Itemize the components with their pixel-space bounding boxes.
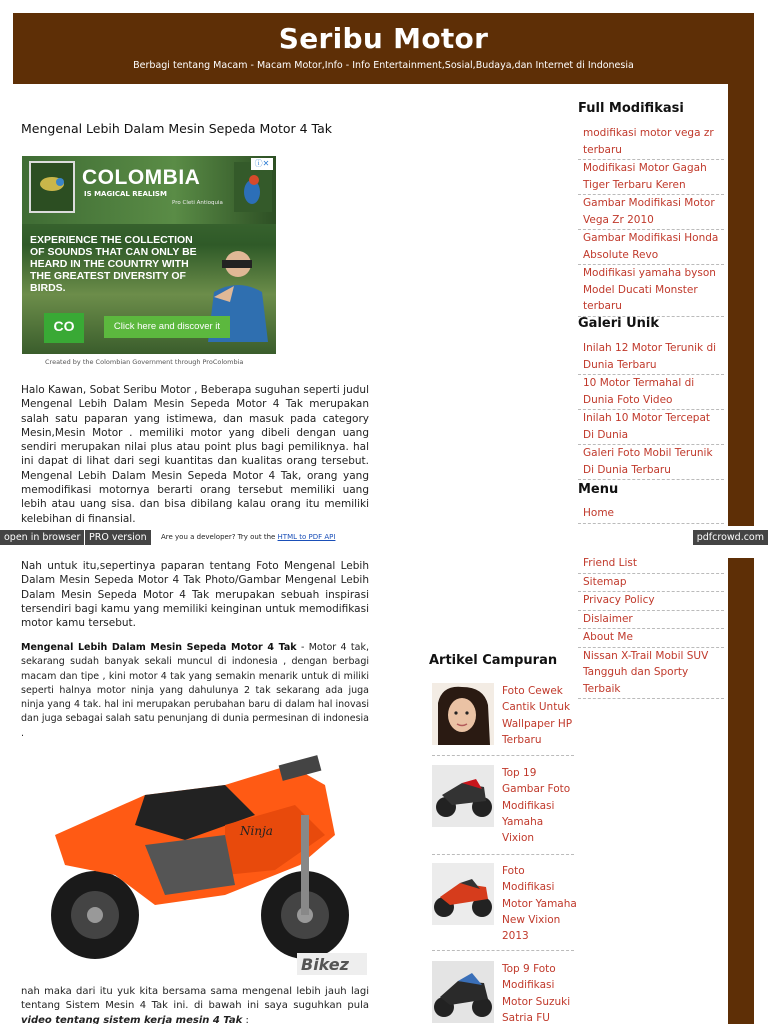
image-watermark: Bikez — [301, 955, 349, 974]
artikel-thumbnail[interactable] — [432, 765, 494, 827]
artikel-thumbnail[interactable] — [432, 863, 494, 925]
artikel-item[interactable] — [432, 765, 574, 855]
full-mod-item[interactable]: Gambar Modifikasi Honda Absolute Revo — [578, 230, 724, 265]
pdfcrowd-brand[interactable]: pdfcrowd.com — [693, 530, 768, 545]
post-paragraph-2: Nah untuk itu,sepertinya paparan tentang Foto Mengenal Lebih Dalam Mesin Sepeda Motor 4 Tak Photo/Gambar Mengenal Lebih Dalam Mesin Sepeda Motor 4 Tak merupakan sebuah inspirasi tersendiri bagi kamu yang memiliki keinginan untuk memodifikasi motor kamu tersebut. — [21, 560, 369, 630]
pro-version-button[interactable]: PRO version — [85, 530, 151, 545]
galeri-unik-list — [578, 340, 724, 480]
motorcycle-image — [25, 745, 370, 977]
ad-cta-button[interactable]: Click here and discover it — [104, 316, 230, 338]
post-paragraph-3 — [21, 641, 369, 741]
site-header — [13, 13, 754, 84]
site-title[interactable]: Seribu Motor — [278, 22, 489, 55]
full-mod-item[interactable]: Modifikasi yamaha byson Model Ducati Monster terbaru — [578, 265, 724, 317]
html-to-pdf-link[interactable]: HTML to PDF API — [277, 533, 336, 541]
galeri-item[interactable]: Inilah 10 Motor Tercepat Di Dunia — [578, 410, 724, 445]
menu-list-bottom — [578, 555, 724, 699]
post-title[interactable]: Mengenal Lebih Dalam Mesin Sepeda Motor 4 Tak — [21, 121, 333, 136]
ad-credit: Created by the Colombian Government through ProColombia — [45, 358, 244, 366]
menu-item-sitemap[interactable]: Sitemap — [578, 574, 724, 593]
full-modifikasi-heading: Full Modifikasi — [578, 101, 684, 116]
svg-text:Ninja: Ninja — [240, 824, 273, 838]
artikel-thumbnail[interactable] — [432, 683, 494, 745]
galeri-item[interactable]: 10 Motor Termahal di Dunia Foto Video — [578, 375, 724, 410]
post-keyword: Mengenal Lebih Dalam Mesin Sepeda Motor 4 Tak — [21, 642, 297, 653]
right-border-bottom — [728, 558, 754, 1024]
menu-heading: Menu — [578, 482, 619, 497]
menu-item-disclaimer[interactable]: Dislaimer — [578, 611, 724, 630]
ad-tagline: IS MAGICAL REALISM — [84, 190, 167, 198]
full-mod-item[interactable]: Modifikasi Motor Gagah Tiger Terbaru Keren — [578, 160, 724, 195]
video-label: video tentang sistem kerja mesin 4 Tak — [21, 1014, 243, 1024]
artikel-item[interactable] — [432, 863, 577, 951]
pdfcrowd-bar — [0, 530, 768, 545]
menu-item-home[interactable]: Home — [578, 505, 724, 524]
menu-item-about-me[interactable]: About Me — [578, 629, 724, 648]
right-border-top — [728, 84, 754, 526]
ad-logo: CO — [44, 313, 84, 343]
open-in-browser-button[interactable]: open in browser — [0, 530, 84, 545]
menu-item-friend-list[interactable]: Friend List — [578, 555, 724, 574]
artikel-item[interactable] — [432, 683, 574, 756]
developer-text: Are you a developer? Try out the — [161, 533, 276, 541]
post-paragraph-4-end: : — [242, 1014, 249, 1024]
ad-brand: COLOMBIA — [82, 166, 201, 189]
artikel-item[interactable] — [432, 961, 574, 1024]
full-mod-item[interactable]: Gambar Modifikasi Motor Vega Zr 2010 — [578, 195, 724, 230]
ad-choices-icon[interactable]: ⓘ✕ — [251, 158, 273, 170]
artikel-campuran-heading: Artikel Campuran — [429, 653, 558, 668]
artikel-thumbnail[interactable] — [432, 961, 494, 1023]
menu-item-nissan[interactable]: Nissan X-Trail Mobil SUV Tangguh dan Sporty Terbaik — [578, 648, 724, 700]
post-paragraph-4-text: nah maka dari itu yuk kita bersama sama mengenal lebih jauh lagi tentang Sistem Mesin 4 Tak ini. di bawah ini saya suguhkan pula — [21, 986, 369, 1012]
advertisement-banner[interactable] — [22, 156, 276, 354]
artikel-title[interactable]: Foto Modifikasi Motor Yamaha New Vixion 2013 — [502, 865, 577, 943]
full-modifikasi-list — [578, 125, 724, 317]
developer-note — [161, 530, 338, 545]
ad-headline: EXPERIENCE THE COLLECTION OF SOUNDS THAT CAN ONLY BE HEARD IN THE COUNTRY WITH THE GREATEST DIVERSITY OF BIRDS. — [30, 234, 197, 294]
artikel-title[interactable]: Foto Cewek Cantik Untuk Wallpaper HP Terbaru — [502, 685, 573, 746]
menu-item-privacy-policy[interactable]: Privacy Policy — [578, 592, 724, 611]
menu-list-top — [578, 505, 724, 524]
ad-subline: Pro Cleti Antioquia — [172, 200, 223, 206]
artikel-title[interactable]: Top 9 Foto Modifikasi Motor Suzuki Satria FU — [502, 963, 571, 1024]
post-paragraph-4 — [21, 985, 369, 1024]
artikel-title[interactable]: Top 19 Gambar Foto Modifikasi Yamaha Vixion — [502, 767, 571, 845]
galeri-item[interactable]: Galeri Foto Mobil Terunik Di Dunia Terbaru — [578, 445, 724, 480]
post-paragraph-3-text: - Motor 4 tak, sekarang sudah banyak sekali muncul di indonesia , dengan berbagi macam dan tipe , kini motor 4 tak yang semakin menarik untuk di miliki seperti halnya motor ninja yang dahulunya 2 tak sekarang ada juga ninja yang 4 tak. hal ini merupakan perubahan baru di dalam hal inovasi dan juga sebagai salah satu penunjang di dunia permesinan di indonesia . — [21, 642, 369, 739]
site-description: Berbagi tentang Macam - Macam Motor,Info - Info Entertainment,Sosial,Budaya,dan Internet di Indonesia — [133, 60, 634, 71]
galeri-unik-heading: Galeri Unik — [578, 316, 660, 331]
galeri-item[interactable]: Inilah 12 Motor Terunik di Dunia Terbaru — [578, 340, 724, 375]
full-mod-item[interactable]: modifikasi motor vega zr terbaru — [578, 125, 724, 160]
post-paragraph-1: Halo Kawan, Sobat Seribu Motor , Beberapa suguhan seperti judul Mengenal Lebih Dalam Mesin Sepeda Motor 4 Tak merupakan salah satu paparan yang istimewa, dan masuk pada category Mesin,Mesin Motor . memiliki motor yang dibeli dengan uang sendiri merupakan nilai plus atau point plus bagi pemiliknya. hal ini dapat di lihat dari segi kuantitas dan kualitas orang tersebut. Mengenal Lebih Dalam Mesin Sepeda Motor 4 Tak, orang yang memodifikasi motornya berarti orang tersebut memiliki uang lebih atau uang sisa. dan bisa dibilang kalau orang itu memiliki kelebihan di finansial. — [21, 384, 369, 525]
